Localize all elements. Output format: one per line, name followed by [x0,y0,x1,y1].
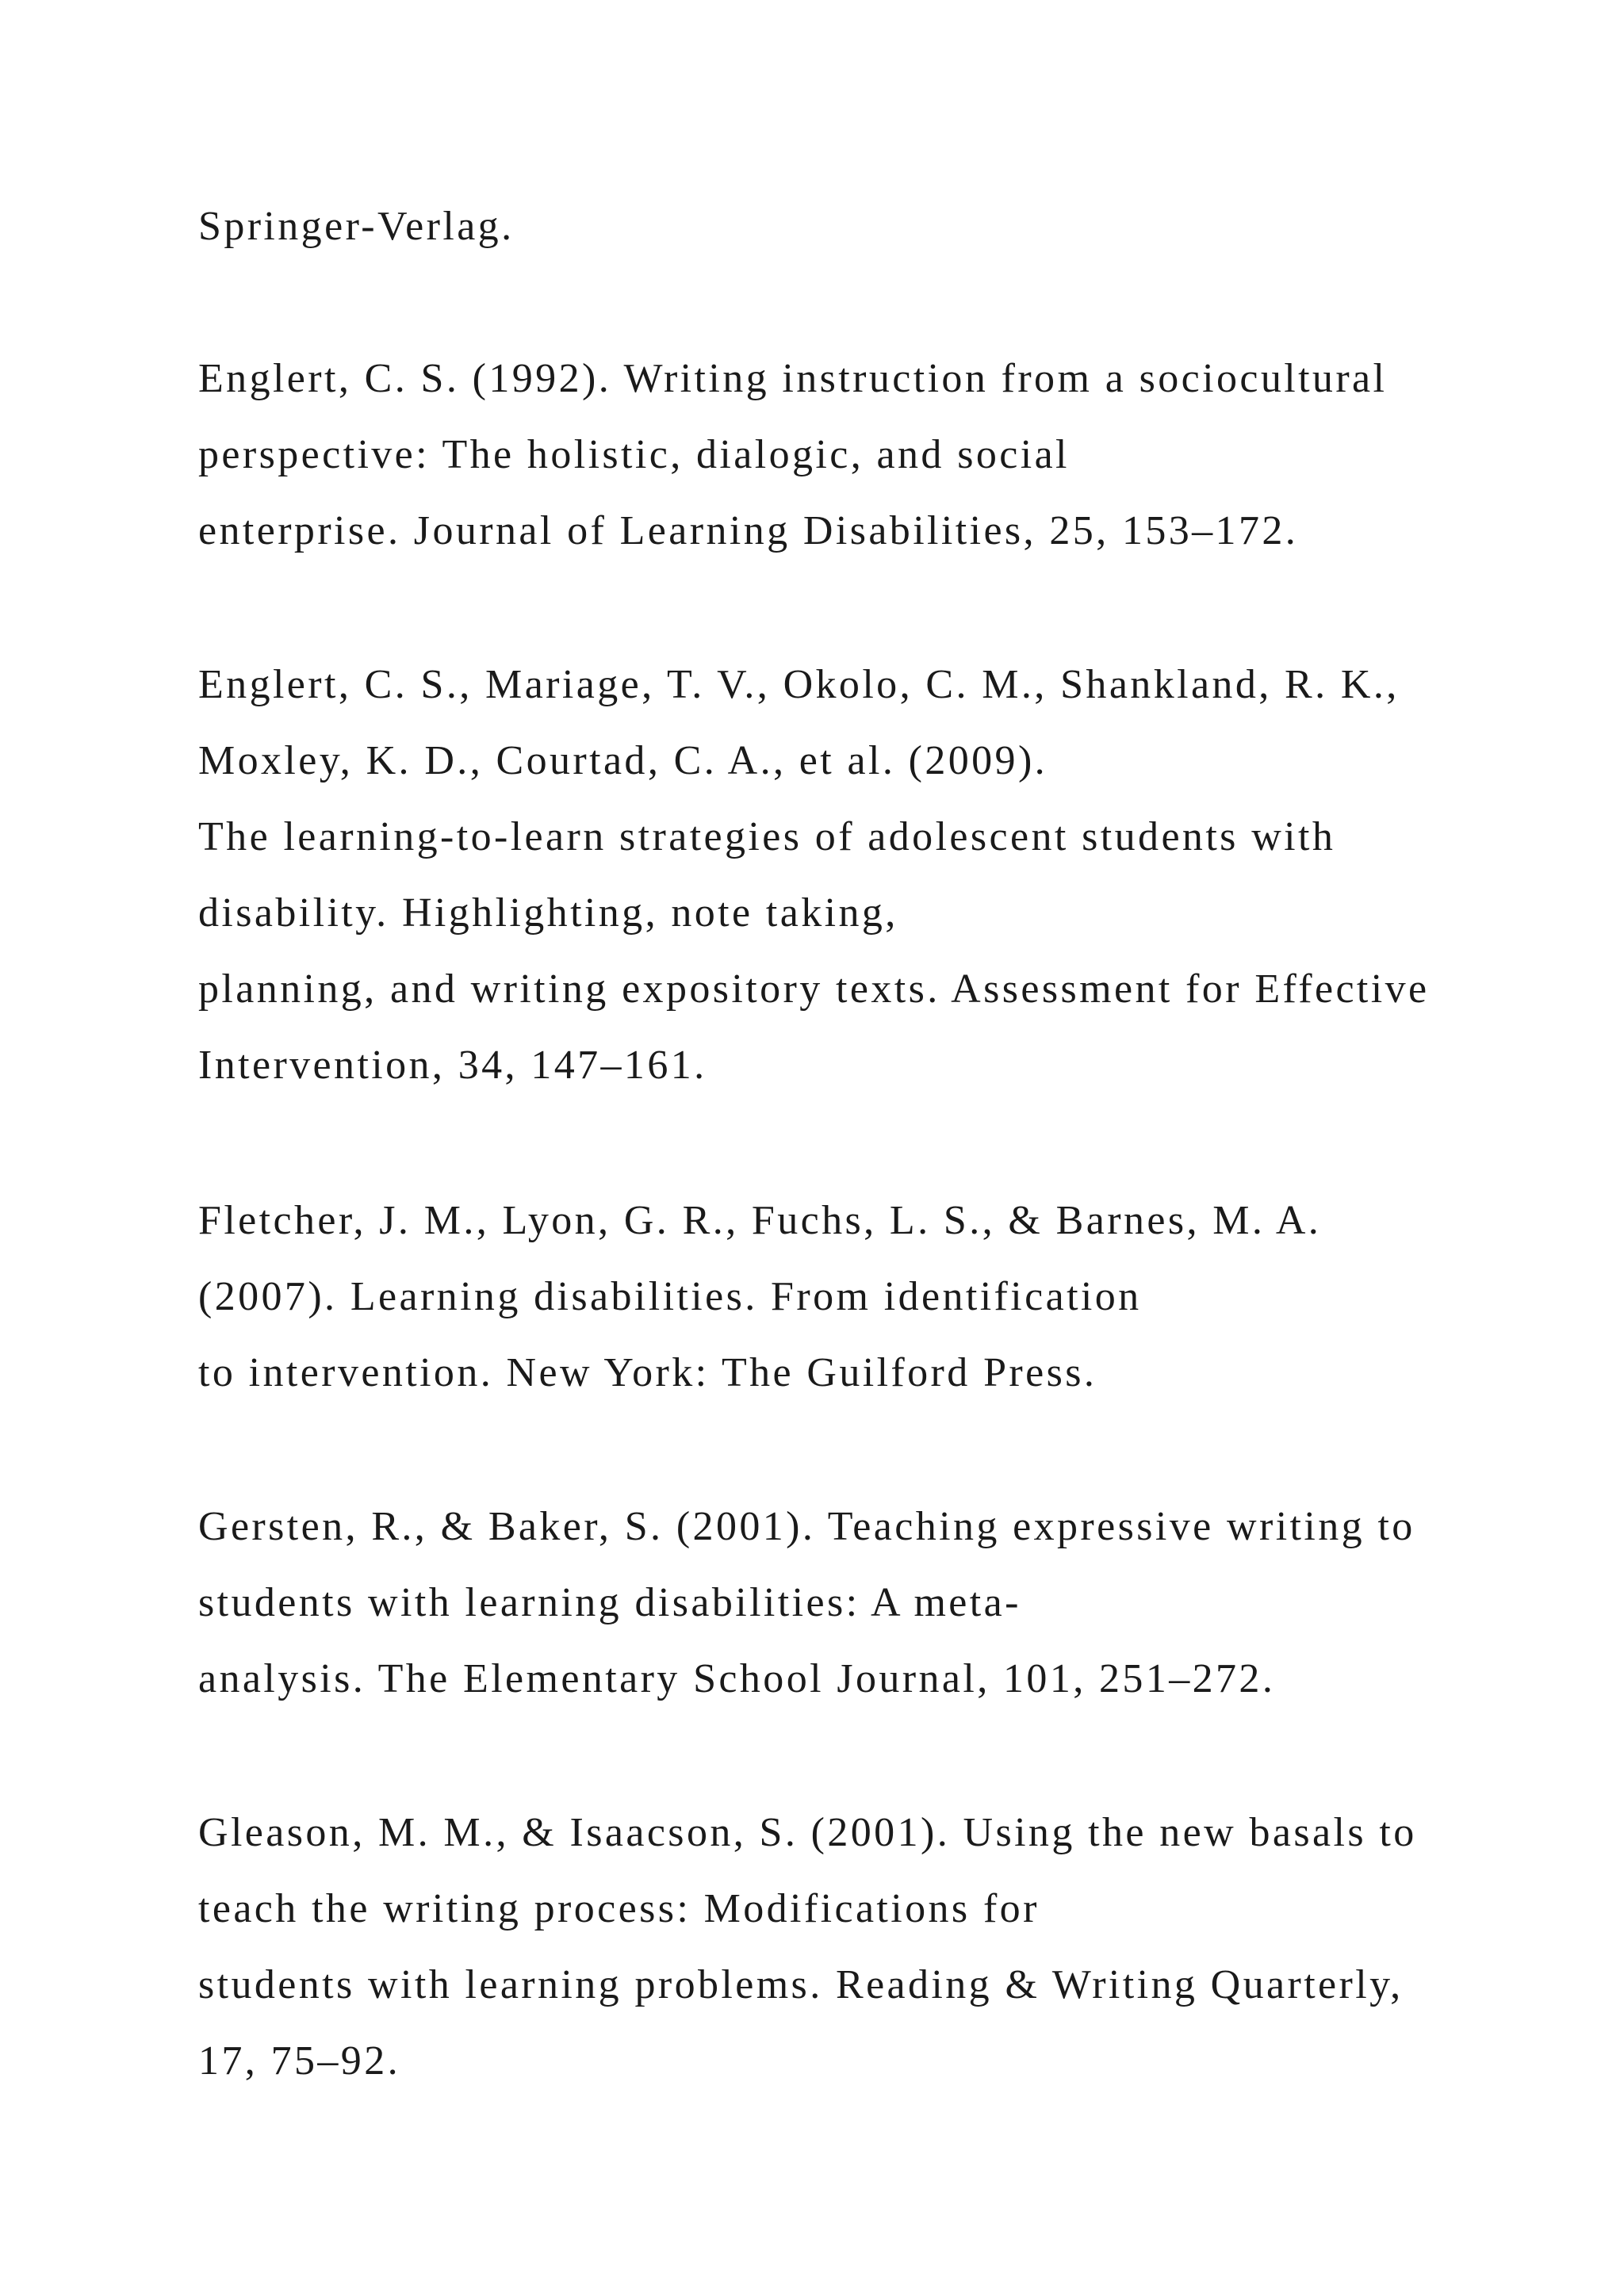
reference-line: Gersten, R., & Baker, S. (2001). Teaching expressive writing to [198,1504,1415,1549]
reference-line: students with learning problems. Reading & Writing Quarterly, [198,1962,1404,2007]
reference-line: perspective: The holistic, dialogic, and social [198,432,1070,477]
reference-entry [198,1795,1546,2099]
reference-line: Gleason, M. M., & Isaacson, S. (2001). Using the new basals to [198,1810,1417,1855]
reference-line: The learning-to-learn strategies of adolescent students with [198,814,1336,859]
reference-line: Intervention, 34, 147–161. [198,1043,707,1088]
reference-line: enterprise. Journal of Learning Disabilities, 25, 153–172. [198,508,1299,553]
reference-line: students with learning disabilities: A meta- [198,1580,1021,1625]
reference-line: (2007). Learning disabilities. From identification [198,1274,1142,1319]
reference-entry [198,189,1546,265]
reference-line: analysis. The Elementary School Journal, 101, 251–272. [198,1656,1276,1701]
reference-line: to intervention. New York: The Guilford Press. [198,1350,1097,1395]
reference-entry [198,647,1546,1104]
reference-line: Fletcher, J. M., Lyon, G. R., Fuchs, L. S., & Barnes, M. A. [198,1198,1322,1243]
reference-line: Englert, C. S., Mariage, T. V., Okolo, C. M., Shankland, R. K., [198,662,1400,707]
reference-line: Englert, C. S. (1992). Writing instruction from a sociocultural [198,356,1388,401]
reference-entry [198,341,1546,569]
reference-line: Moxley, K. D., Courtad, C. A., et al. (2009). [198,738,1048,783]
reference-line: Springer-Verlag. [198,204,515,249]
reference-line: 17, 75–92. [198,2038,400,2084]
reference-entry [198,1183,1546,1411]
reference-line: disability. Highlighting, note taking, [198,890,898,936]
reference-entry [198,1489,1546,1717]
reference-line: planning, and writing expository texts. Assessment for Effective [198,966,1430,1012]
reference-line: teach the writing process: Modifications for [198,1886,1040,1931]
